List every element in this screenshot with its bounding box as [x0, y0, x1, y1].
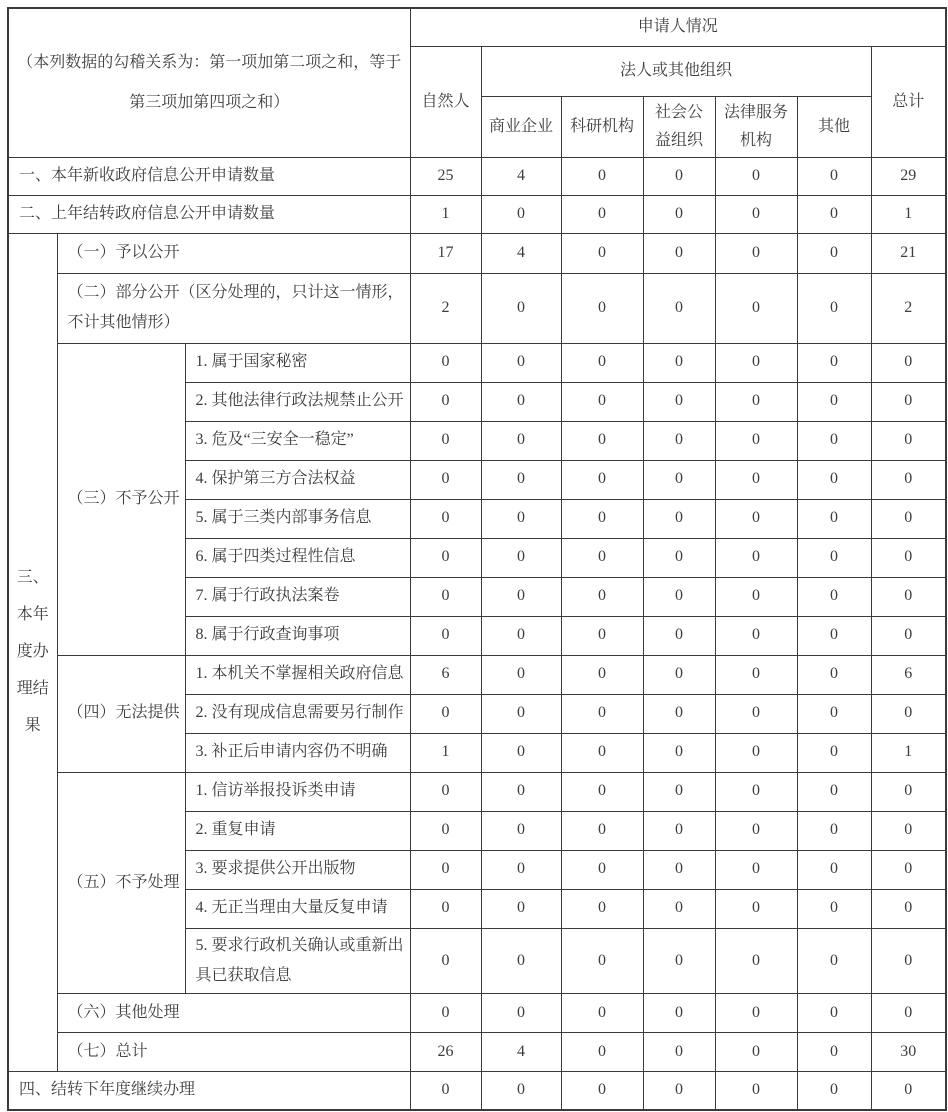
- data-cell: 0: [797, 1033, 871, 1072]
- data-cell: 0: [643, 850, 715, 889]
- data-cell: 2: [410, 273, 481, 343]
- row-subtotal: [8, 1033, 946, 1072]
- row-label: 1. 属于国家秘密: [185, 343, 410, 382]
- data-cell: 0: [715, 343, 797, 382]
- data-cell: 0: [797, 577, 871, 616]
- data-cell: 0: [797, 273, 871, 343]
- header-other: 其他: [797, 96, 871, 157]
- row-label: 3. 补正后申请内容仍不明确: [185, 733, 410, 772]
- data-cell: 0: [561, 889, 643, 928]
- data-cell: 0: [481, 343, 561, 382]
- data-cell: 0: [871, 616, 946, 655]
- data-cell: 0: [643, 1072, 715, 1110]
- row-label: 2. 重复申请: [185, 811, 410, 850]
- data-cell: 0: [481, 811, 561, 850]
- data-cell: 0: [643, 499, 715, 538]
- data-cell: 0: [643, 694, 715, 733]
- data-cell: 0: [410, 538, 481, 577]
- data-cell: 0: [715, 421, 797, 460]
- data-cell: 0: [715, 499, 797, 538]
- data-cell: 0: [643, 421, 715, 460]
- group-label-refused: （三）不予公开: [57, 343, 185, 655]
- data-cell: 0: [643, 538, 715, 577]
- data-cell: 0: [481, 928, 561, 994]
- data-cell: 0: [643, 1033, 715, 1072]
- section-annual-results-text: 三、本年度办理结果: [16, 569, 49, 734]
- data-cell: 0: [871, 928, 946, 994]
- data-cell: 6: [871, 655, 946, 694]
- data-cell: 0: [561, 928, 643, 994]
- row-label: （七）总计: [57, 1033, 410, 1072]
- data-cell: 0: [715, 811, 797, 850]
- data-cell: 0: [797, 616, 871, 655]
- data-cell: 0: [410, 499, 481, 538]
- data-cell: 0: [871, 577, 946, 616]
- data-cell: 0: [481, 850, 561, 889]
- data-cell: 0: [410, 772, 481, 811]
- data-cell: 0: [410, 694, 481, 733]
- header-legal-service-org: 法律服务机构: [715, 96, 797, 157]
- data-cell: 0: [561, 772, 643, 811]
- group-label-not-processed: （五）不予处理: [57, 772, 185, 994]
- data-cell: 0: [561, 499, 643, 538]
- data-cell: 21: [871, 233, 946, 273]
- data-cell: 17: [410, 233, 481, 273]
- data-cell: 0: [561, 811, 643, 850]
- row-notprocessed-1: [8, 772, 946, 811]
- row-refused-1: [8, 343, 946, 382]
- data-cell: 0: [797, 850, 871, 889]
- data-cell: 0: [481, 499, 561, 538]
- header-social-welfare-org: 社会公益组织: [643, 96, 715, 157]
- data-cell: 0: [715, 994, 797, 1033]
- row-label: 二、上年结转政府信息公开申请数量: [8, 195, 410, 233]
- data-cell: 4: [481, 1033, 561, 1072]
- data-cell: 2: [871, 273, 946, 343]
- data-cell: 0: [715, 538, 797, 577]
- data-cell: 0: [410, 343, 481, 382]
- data-cell: 1: [871, 195, 946, 233]
- header-applicant-situation: 申请人情况: [410, 8, 946, 46]
- row-other-handling: [8, 994, 946, 1033]
- data-cell: 0: [643, 577, 715, 616]
- header-row-1: [8, 8, 946, 46]
- data-cell: 0: [643, 733, 715, 772]
- data-cell: 0: [561, 343, 643, 382]
- data-cell: 0: [481, 382, 561, 421]
- row-label: 5. 要求行政机关确认或重新出具已获取信息: [185, 928, 410, 994]
- data-cell: 0: [410, 889, 481, 928]
- data-cell: 0: [643, 655, 715, 694]
- section-annual-results-label: [8, 233, 57, 1072]
- data-cell: 0: [871, 421, 946, 460]
- data-cell: 0: [643, 772, 715, 811]
- data-cell: 0: [481, 460, 561, 499]
- row-label: 1. 信访举报投诉类申请: [185, 772, 410, 811]
- data-cell: 0: [481, 273, 561, 343]
- data-cell: 0: [715, 1033, 797, 1072]
- row-partial: [8, 273, 946, 343]
- data-cell: 0: [797, 382, 871, 421]
- data-cell: 0: [871, 499, 946, 538]
- data-cell: 0: [410, 850, 481, 889]
- data-cell: 26: [410, 1033, 481, 1072]
- data-cell: 0: [643, 460, 715, 499]
- data-cell: 0: [410, 928, 481, 994]
- row-label: 3. 要求提供公开出版物: [185, 850, 410, 889]
- corner-note: （本列数据的勾稽关系为：第一项加第二项之和，等于第三项加第四项之和）: [8, 8, 410, 157]
- data-cell: 0: [643, 382, 715, 421]
- data-cell: 0: [481, 1072, 561, 1110]
- data-cell: 0: [715, 195, 797, 233]
- data-cell: 0: [643, 928, 715, 994]
- data-cell: 0: [715, 577, 797, 616]
- data-cell: 0: [561, 733, 643, 772]
- data-cell: 0: [481, 577, 561, 616]
- data-cell: 0: [797, 499, 871, 538]
- data-cell: 0: [561, 850, 643, 889]
- data-cell: 0: [643, 889, 715, 928]
- data-cell: 0: [871, 538, 946, 577]
- data-cell: 1: [871, 733, 946, 772]
- data-cell: 0: [715, 1072, 797, 1110]
- data-cell: 0: [561, 460, 643, 499]
- row-label: （一）予以公开: [57, 233, 410, 273]
- data-cell: 0: [643, 195, 715, 233]
- data-cell: 0: [871, 1072, 946, 1110]
- data-cell: 0: [797, 928, 871, 994]
- data-cell: 0: [715, 928, 797, 994]
- data-cell: 0: [561, 694, 643, 733]
- data-cell: 0: [410, 460, 481, 499]
- data-cell: 0: [481, 421, 561, 460]
- data-cell: 0: [871, 850, 946, 889]
- row-carried-over: [8, 195, 946, 233]
- data-cell: 0: [797, 694, 871, 733]
- data-cell: 0: [643, 994, 715, 1033]
- data-cell: 0: [561, 273, 643, 343]
- data-cell: 0: [410, 994, 481, 1033]
- row-label: 2. 其他法律行政法规禁止公开: [185, 382, 410, 421]
- data-cell: 0: [715, 733, 797, 772]
- data-cell: 0: [871, 382, 946, 421]
- data-cell: 25: [410, 157, 481, 195]
- data-cell: 0: [561, 157, 643, 195]
- data-cell: 0: [481, 694, 561, 733]
- data-cell: 0: [561, 421, 643, 460]
- data-cell: 0: [715, 772, 797, 811]
- data-cell: 0: [481, 655, 561, 694]
- row-label: 1. 本机关不掌握相关政府信息: [185, 655, 410, 694]
- data-cell: 29: [871, 157, 946, 195]
- data-cell: 0: [797, 655, 871, 694]
- data-cell: 0: [643, 233, 715, 273]
- row-label: 2. 没有现成信息需要另行制作: [185, 694, 410, 733]
- data-cell: 1: [410, 195, 481, 233]
- data-cell: 0: [643, 343, 715, 382]
- info-disclosure-table: [7, 7, 947, 1111]
- data-cell: 0: [715, 616, 797, 655]
- data-cell: 0: [410, 382, 481, 421]
- header-total: 总计: [871, 46, 946, 157]
- data-cell: 0: [561, 577, 643, 616]
- group-label-unable: （四）无法提供: [57, 655, 185, 772]
- row-label: 5. 属于三类内部事务信息: [185, 499, 410, 538]
- data-cell: 0: [643, 616, 715, 655]
- data-cell: 0: [715, 850, 797, 889]
- header-natural-person: 自然人: [410, 46, 481, 157]
- row-label: 6. 属于四类过程性信息: [185, 538, 410, 577]
- row-label: （二）部分公开（区分处理的，只计这一情形，不计其他情形）: [57, 273, 410, 343]
- row-label: 一、本年新收政府信息公开申请数量: [8, 157, 410, 195]
- data-cell: 0: [481, 538, 561, 577]
- data-cell: 30: [871, 1033, 946, 1072]
- row-label: 8. 属于行政查询事项: [185, 616, 410, 655]
- data-cell: 0: [561, 382, 643, 421]
- data-cell: 0: [561, 195, 643, 233]
- row-label: 四、结转下年度继续办理: [8, 1072, 410, 1110]
- data-cell: 0: [643, 811, 715, 850]
- data-cell: 0: [715, 382, 797, 421]
- header-legal-or-other-org: 法人或其他组织: [481, 46, 871, 96]
- data-cell: 0: [643, 273, 715, 343]
- data-cell: 6: [410, 655, 481, 694]
- data-cell: 0: [561, 1072, 643, 1110]
- row-label: 4. 保护第三方合法权益: [185, 460, 410, 499]
- data-cell: 0: [561, 655, 643, 694]
- data-cell: 0: [481, 195, 561, 233]
- data-cell: 0: [797, 772, 871, 811]
- row-new-received: [8, 157, 946, 195]
- data-cell: 0: [871, 811, 946, 850]
- data-cell: 0: [561, 538, 643, 577]
- data-cell: 0: [797, 889, 871, 928]
- data-cell: 0: [410, 421, 481, 460]
- data-cell: 0: [797, 994, 871, 1033]
- data-cell: 0: [561, 1033, 643, 1072]
- data-cell: 1: [410, 733, 481, 772]
- data-cell: 0: [797, 233, 871, 273]
- data-cell: 0: [561, 616, 643, 655]
- row-unable-1: [8, 655, 946, 694]
- data-cell: 0: [410, 811, 481, 850]
- data-cell: 4: [481, 157, 561, 195]
- data-cell: 0: [410, 1072, 481, 1110]
- data-cell: 0: [797, 421, 871, 460]
- data-cell: 0: [481, 616, 561, 655]
- data-cell: 4: [481, 233, 561, 273]
- data-cell: 0: [561, 994, 643, 1033]
- data-cell: 0: [797, 157, 871, 195]
- row-label: 3. 危及“三安全一稳定”: [185, 421, 410, 460]
- data-cell: 0: [561, 233, 643, 273]
- data-cell: 0: [410, 616, 481, 655]
- data-cell: 0: [871, 460, 946, 499]
- data-cell: 0: [481, 994, 561, 1033]
- data-cell: 0: [797, 811, 871, 850]
- data-cell: 0: [797, 733, 871, 772]
- data-cell: 0: [871, 694, 946, 733]
- header-research-institution: 科研机构: [561, 96, 643, 157]
- data-cell: 0: [871, 889, 946, 928]
- row-label: 7. 属于行政执法案卷: [185, 577, 410, 616]
- data-cell: 0: [797, 195, 871, 233]
- data-cell: 0: [871, 994, 946, 1033]
- data-cell: 0: [481, 733, 561, 772]
- data-cell: 0: [797, 343, 871, 382]
- data-cell: 0: [715, 694, 797, 733]
- data-cell: 0: [715, 157, 797, 195]
- data-cell: 0: [715, 655, 797, 694]
- data-cell: 0: [410, 577, 481, 616]
- header-commercial-enterprise: 商业企业: [481, 96, 561, 157]
- row-label: （六）其他处理: [57, 994, 410, 1033]
- data-cell: 0: [871, 343, 946, 382]
- row-label: 4. 无正当理由大量反复申请: [185, 889, 410, 928]
- row-granted: [8, 233, 946, 273]
- data-cell: 0: [715, 460, 797, 499]
- data-cell: 0: [871, 772, 946, 811]
- data-cell: 0: [715, 233, 797, 273]
- data-cell: 0: [715, 273, 797, 343]
- data-cell: 0: [481, 889, 561, 928]
- data-cell: 0: [797, 538, 871, 577]
- data-cell: 0: [481, 772, 561, 811]
- data-cell: 0: [797, 460, 871, 499]
- data-cell: 0: [797, 1072, 871, 1110]
- data-cell: 0: [715, 889, 797, 928]
- row-carry-next-year: [8, 1072, 946, 1110]
- data-cell: 0: [643, 157, 715, 195]
